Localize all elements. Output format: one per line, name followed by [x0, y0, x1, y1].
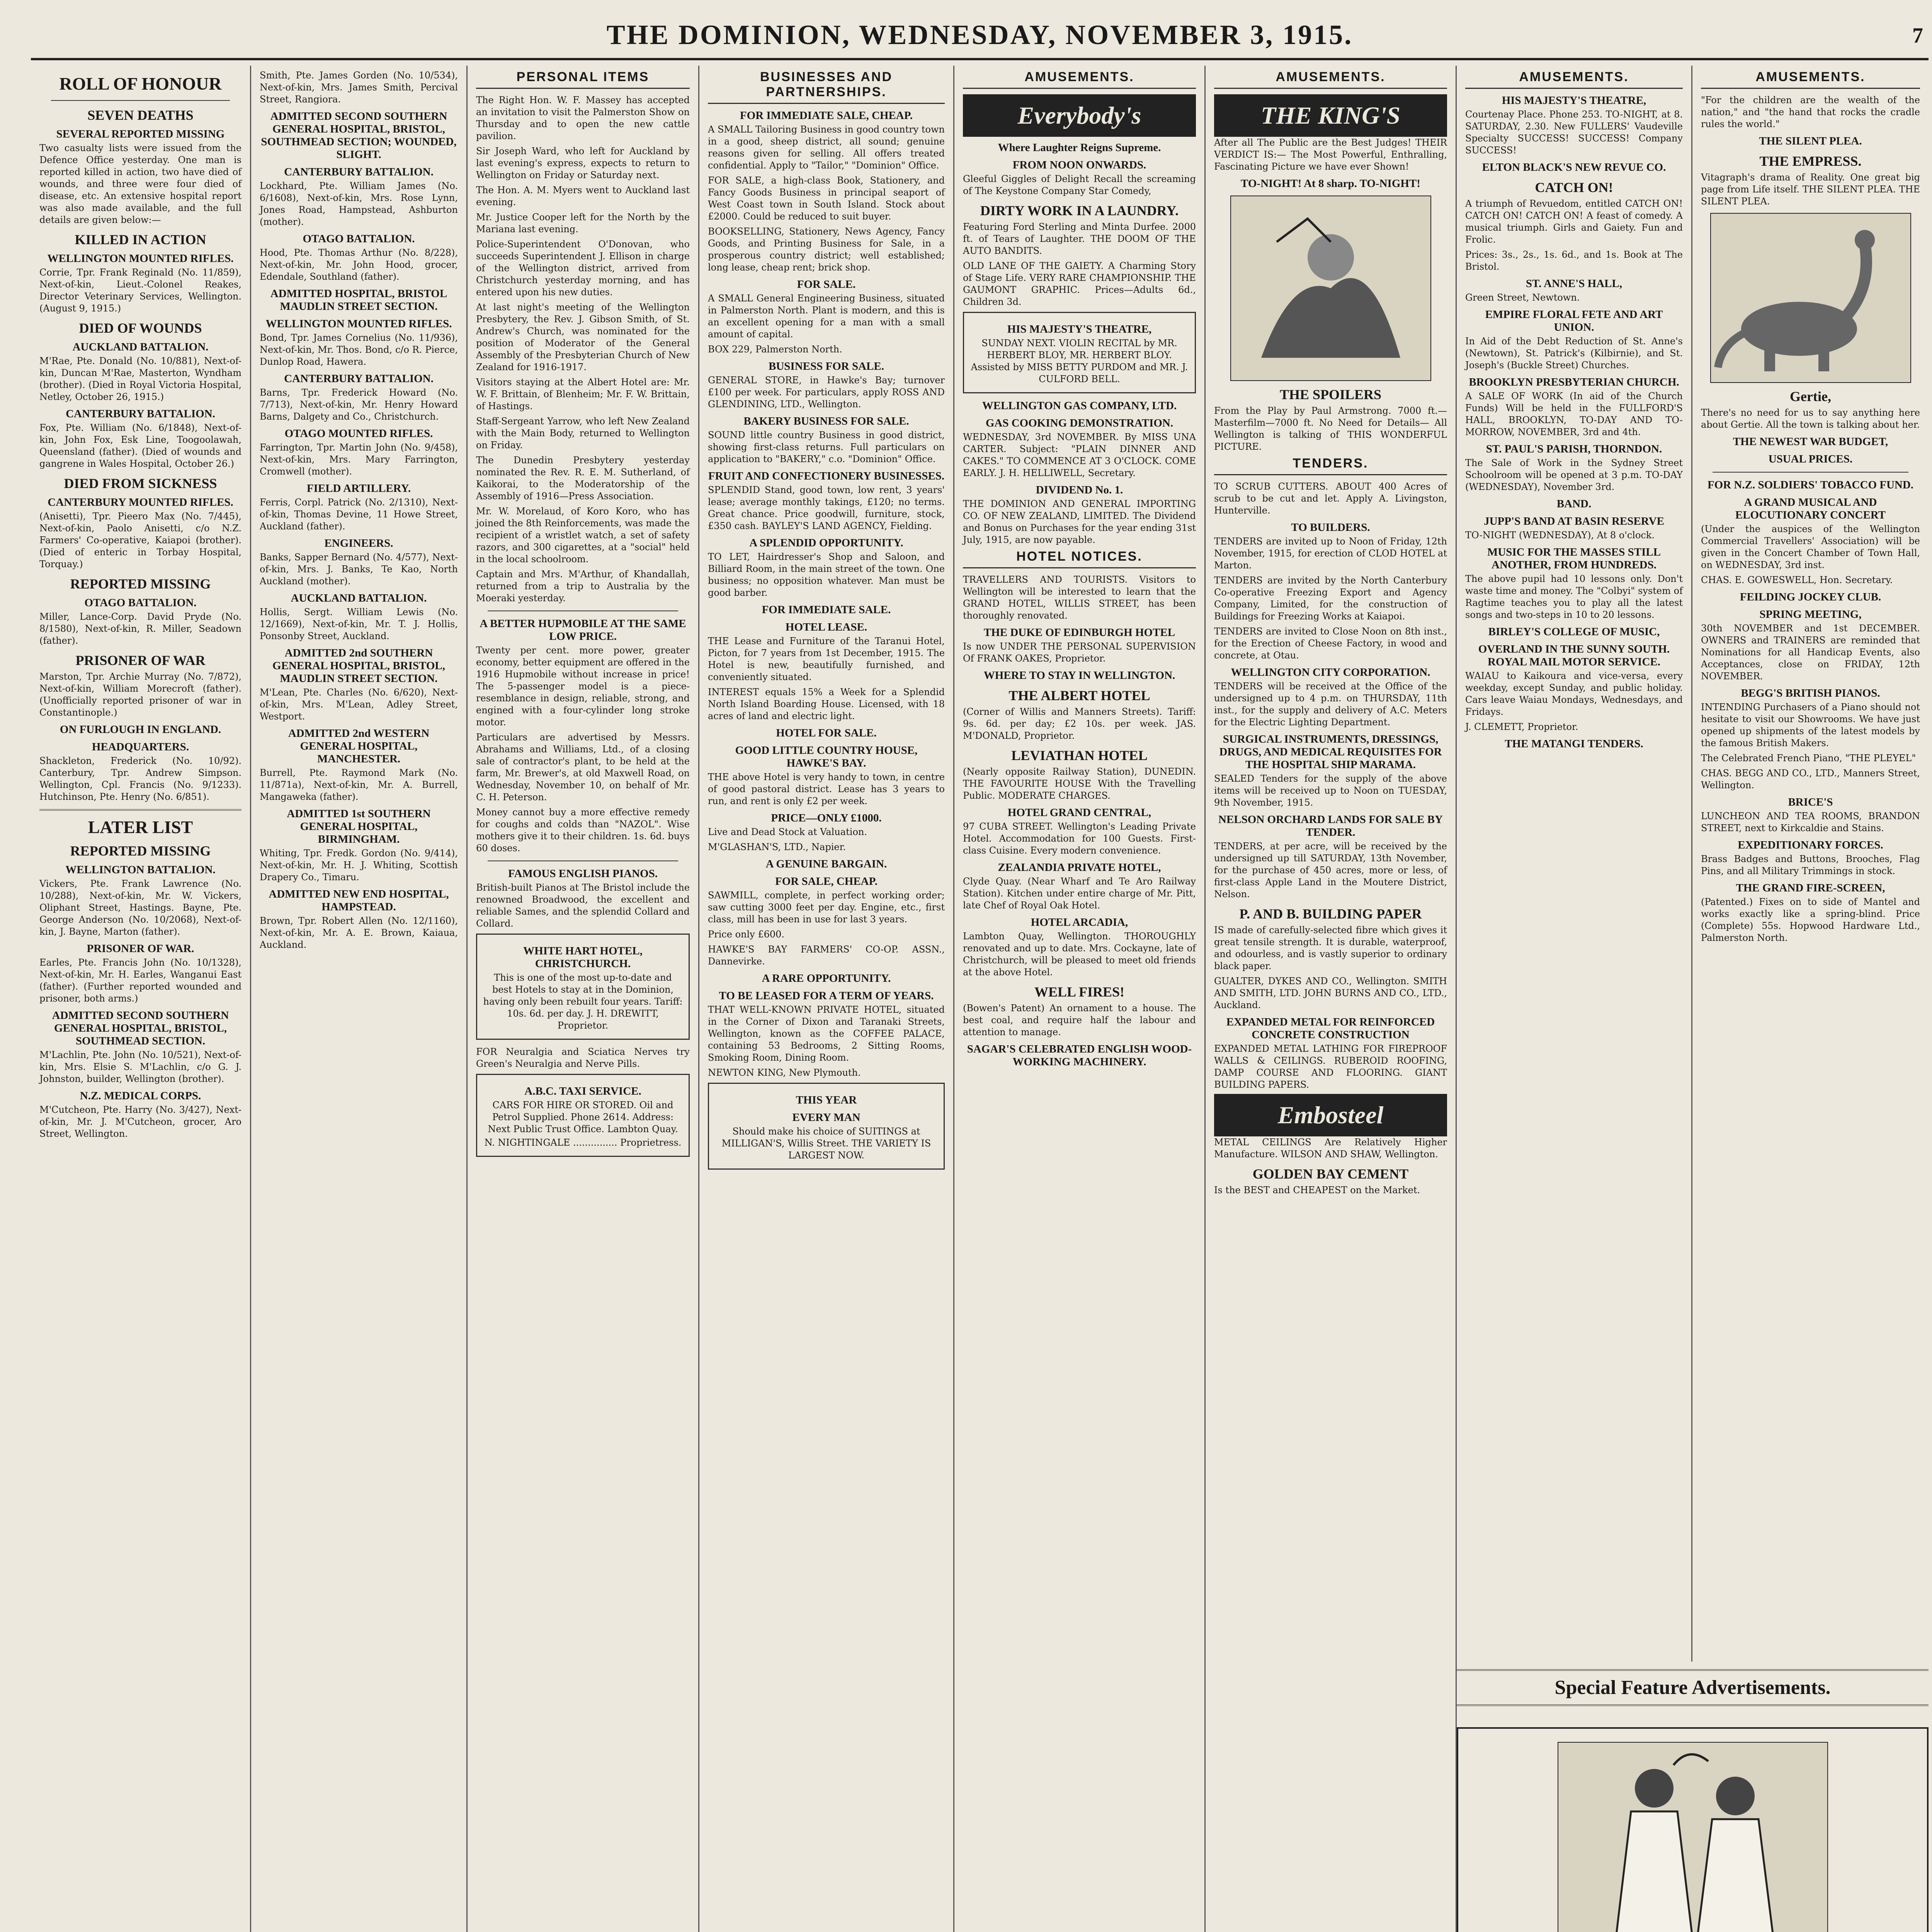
casualty-entry: Barns, Tpr. Frederick Howard (No. 7/713), Next-of-kin, Mr. Henry Howard Barns, Dalgety and Co., Christchurch. — [260, 387, 458, 422]
killed-heading: KILLED IN ACTION — [75, 232, 206, 247]
taxi-text: CARS FOR HIRE OR STORED. Oil and Petrol Supplied. Phone 2614. Address: Next Public Trust Office. Lambton Quay. — [488, 1100, 678, 1134]
ad-heading: WHERE TO STAY IN WELLINGTON. — [983, 669, 1175, 682]
amusement-ad: The above pupil had 10 lessons only. Don't waste time and money. The "Colbyi" system of Ragtime teaches you to play all the latest songs and two-steps in 10 to 20 lessons. — [1465, 573, 1683, 620]
ad-heading: HOTEL LEASE. — [785, 621, 867, 633]
everybodys-logo: Everybody's — [963, 94, 1196, 137]
column-amusements-4 — [1692, 66, 1929, 1662]
amusement-ad: From the Play by Paul Armstrong. 7000 ft.—Masterfilm—7000 ft. No Need for Details— All Wellington is talking of THIS WONDERFUL PICTURE. — [1214, 405, 1447, 452]
amusements-heading: AMUSEMENTS. — [1465, 70, 1683, 89]
ad-heading: WELLINGTON CITY CORPORATION. — [1231, 666, 1430, 679]
unit-heading: HEADQUARTERS. — [92, 741, 189, 753]
unit-heading: OTAGO BATTALION. — [303, 233, 415, 245]
ad-heading: A GRAND MUSICAL AND ELOCUTIONARY CONCERT — [1735, 496, 1886, 521]
amusement-ad: Prices: 3s., 2s., 1s. 6d., and 1s. Book at The Bristol. — [1465, 249, 1683, 272]
ad-heading: ZEALANDIA PRIVATE HOTEL, — [998, 861, 1161, 874]
unit-heading: AUCKLAND BATTALION. — [72, 341, 209, 353]
pianos-heading: FAMOUS ENGLISH PIANOS. — [508, 867, 658, 880]
amusement-ad: Green Street, Newtown. — [1465, 292, 1580, 303]
ad-heading: ST. ANNE'S HALL, — [1526, 277, 1622, 290]
column-businesses — [699, 66, 954, 1932]
prisoner-heading: PRISONER OF WAR — [75, 653, 206, 668]
ad-heading: BROOKLYN PRESBYTERIAN CHURCH. — [1469, 376, 1679, 388]
roll-intro: Two casualty lists were issued from the Defence Office yesterday. One man is reported killed in action, two have died of wounds, and three were four died of disease, etc. An extensive hospital report was also made available, and the full details are given below:— — [39, 143, 242, 225]
amusement-ad: TO-NIGHT (WEDNESDAY), At 8 o'clock. — [1465, 530, 1655, 541]
ad-heading: BIRLEY'S COLLEGE OF MUSIC, — [1488, 626, 1660, 638]
ad-heading: Where Laughter Reigns Supreme. — [998, 141, 1161, 154]
hotel-ad: Is now UNDER THE PERSONAL SUPERVISION Of FRANK OAKES, Proprietor. — [963, 641, 1196, 664]
ad-heading: THE EMPRESS. — [1759, 153, 1862, 169]
ad-heading: JUPP'S BAND AT BASIN RESERVE — [1484, 515, 1664, 527]
casualty-entry: Hood, Pte. Thomas Arthur (No. 8/228), Next-of-kin, Mr. John Hood, grocer, Edendale, Southland (father). — [260, 247, 458, 282]
unit-heading: OTAGO BATTALION. — [84, 597, 197, 609]
unit-heading: ENGINEERS. — [324, 537, 393, 549]
ad-heading: SAGAR'S CELEBRATED ENGLISH WOOD-WORKING MACHINERY. — [967, 1043, 1192, 1068]
hotel-ad: 97 CUBA STREET. Wellington's Leading Private Hotel. Accommodation for 100 Guests. First-class Cuisine. Every modern convenience. — [963, 821, 1196, 856]
tender-ad: SEALED Tenders for the supply of the above items will be received up to Noon on TUESDAY, 9th November, 1915. — [1214, 773, 1447, 808]
news-paragraph: Mr. W. Morelaud, of Koro Koro, who has joined the 8th Reinforcements, was made the recipient of a wristlet watch, a set of safety razors, and 300 cigarettes, at a "social" held in the local schoolroom. — [476, 506, 690, 565]
tender-ad: EXPANDED METAL LATHING FOR FIREPROOF WALLS & CEILINGS. RUBEROID ROOFING, DAMP COURSE AND FLOORING. GIANT BUILDING PAPERS. — [1214, 1043, 1447, 1090]
hospital-heading: ADMITTED SECOND SOUTHERN GENERAL HOSPITAL, BRISTOL, SOUTHMEAD SECTION; WOUNDED, SLIGHT. — [261, 110, 457, 161]
news-paragraph: At last night's meeting of the Wellington Presbytery, the Rev. J. Gibson Smith, of St. Andrew's Church, was nominated for the position of Moderator of the General Assembly of the Presbyterian Church of New Zealand for 1916-1917. — [476, 302, 690, 372]
amusement-ad: After all The Public are the Best Judges! THEIR VERDICT IS:— The Most Powerful, Enthralling, Fascinating Picture we have ever Shown! — [1214, 137, 1447, 172]
film-title: DIRTY WORK IN A LAUNDRY. — [980, 203, 1179, 218]
amusement-ad: "For the children are the wealth of the nation," and "the hand that rocks the cradle rules the world." — [1701, 95, 1920, 129]
amusement-ad: CHAS. E. GOWESWELL, Hon. Secretary. — [1701, 575, 1893, 585]
classified-ad: Live and Dead Stock at Valuation. — [708, 827, 867, 837]
ad-heading: BRICE'S — [1788, 796, 1833, 808]
amusement-ad: THE DOMINION AND GENERAL IMPORTING CO. OF NEW ZEALAND, LIMITED. The Dividend and Bonus on Purchases for the year ending 31st July, 1915, are now payable. — [963, 498, 1196, 545]
unit-heading: OTAGO MOUNTED RIFLES. — [284, 427, 433, 440]
hotel-notices-heading: HOTEL NOTICES. — [963, 549, 1196, 568]
classified-ad: BOOKSELLING, Stationery, News Agency, Fancy Goods, and Printing Business for Sale, in a prosperous country district; well established; long lease, cheap rent; brick shop. — [708, 226, 945, 273]
milligan-ad — [708, 1083, 945, 1170]
tender-ad: TENDERS are invited by the North Canterbury Co-operative Freezing Export and Agency Company, Limited, for the construction of Buildings for Freezing Works at Kaiapoi. — [1214, 575, 1447, 622]
ladies-fashion-illustration-icon — [1558, 1742, 1828, 1932]
casualty-entry: M'Lachlin, Pte. John (No. 10/521), Next-of-kin, Mrs. Elsie S. M'Lachlin, c/o G. J. Johnston, builder, Wellington (brother). — [39, 1049, 242, 1084]
unit-heading: FIELD ARTILLERY. — [306, 482, 411, 495]
page-number: 7 — [1912, 24, 1925, 48]
amusement-ad: (Under the auspices of the Wellington Commercial Travellers' Association) will be given in the Concert Chamber of Town Hall, on WEDNESDAY, 3rd inst. — [1701, 524, 1920, 570]
tender-ad: TENDERS will be received at the Office of the undersigned up to 4 p.m. on THURSDAY, 11th inst., for the supply and delivery of A.C. Meters for the Electric Lighting Department. — [1214, 681, 1447, 728]
casualty-entry: Vickers, Pte. Frank Lawrence (No. 10/288), Next-of-kin, Mr. W. Vickers, Oliphant Street, Hastings. Bayne, Pte. George Anderson (No. 10/2068), Next-of-kin, J. Bayne, Marton (father). — [39, 878, 242, 937]
ad-heading: BAND. — [1556, 498, 1592, 510]
ad-heading: THE NEWEST WAR BUDGET, — [1733, 435, 1888, 448]
unit-heading: WELLINGTON BATTALION. — [65, 864, 216, 876]
news-paragraph: Captain and Mrs. M'Arthur, of Khandallah, returned from a trip to Australia by the Moeraki yesterday. — [476, 569, 690, 604]
ad-heading: LEVIATHAN HOTEL — [1011, 748, 1148, 763]
hospital-heading: ADMITTED HOSPITAL, BRISTOL MAUDLIN STREET SECTION. — [270, 287, 447, 313]
masthead-title: THE DOMINION, WEDNESDAY, NOVEMBER 3, 1915. — [606, 19, 1353, 50]
amusement-ad: Brass Badges and Buttons, Brooches, Flag Pins, and all Military Trimmings in stock. — [1701, 854, 1920, 876]
seven-deaths-heading: SEVEN DEATHS — [87, 107, 194, 123]
unit-heading: AUCKLAND BATTALION. — [291, 592, 427, 604]
ad-heading: EXPEDITIONARY FORCES. — [1738, 839, 1883, 851]
ad-heading: THE MATANGI TENDERS. — [1505, 738, 1643, 750]
news-paragraph: Twenty per cent. more power, greater economy, better equipment are offered in the 1916 Hupmobile without increase in price! The 5-passenger model is a piece-resemblance in design, reliable, strong, and engined with a four-cylinder long stroke motor. — [476, 645, 690, 728]
unit-heading: CANTERBURY BATTALION. — [284, 166, 434, 178]
casualty-entry: Banks, Sapper Bernard (No. 4/577), Next-of-kin, Mrs. J. Banks, Te Kao, North Auckland (mother). — [260, 552, 458, 587]
casualty-entry: (Anisetti), Tpr. Pieero Max (No. 7/445), Next-of-kin, Paolo Anisetti, c/o N.Z. Farmers' Co-operative, Kaiapoi (brother). (Died of enteric in Torbay Hospital, Torquay.) — [39, 511, 242, 570]
ad-heading: GOLDEN BAY CEMENT — [1252, 1166, 1409, 1182]
furlough-heading: ON FURLOUGH IN ENGLAND. — [60, 723, 221, 736]
ad-heading: TO BUILDERS. — [1291, 521, 1370, 534]
ad-heading: A SPLENDID OPPORTUNITY. — [749, 537, 903, 549]
column-personal-items — [468, 66, 699, 1932]
ad-heading: THE GRAND FIRE-SCREEN, — [1736, 882, 1885, 894]
hotel-ad: Clyde Quay. (Near Wharf and Te Aro Railway Station). Kitchen under entire charge of Mr. Pitt, late Chef of Royal Oak Hotel. — [963, 876, 1196, 911]
taxi-ad — [476, 1074, 690, 1157]
news-paragraph: The Hon. A. M. Myers went to Auckland last evening. — [476, 185, 690, 207]
white-hart-title: WHITE HART HOTEL, CHRISTCHURCH. — [523, 945, 643, 970]
classified-ad: THE Lease and Furniture of the Taranui Hotel, Picton, for 7 years from 1st December, 1915. The Hotel is new, beautifully furnished, and conveniently situated. — [708, 636, 945, 682]
tenders-heading: TENDERS. — [1214, 456, 1447, 475]
amusement-ad: In Aid of the Debt Reduction of St. Anne's (Newtown), St. Patrick's (Kilbirnie), and St. Joseph's (Buckle Street) Churches. — [1465, 336, 1683, 371]
ad-heading: TO BE LEASED FOR A TERM OF YEARS. — [719, 990, 934, 1002]
several-missing-heading: SEVERAL REPORTED MISSING — [56, 128, 225, 140]
classified-ad: SOUND little country Business in good district, showing first-class returns. Full particulars on application to "BAKERY," c.o. "Dominion" Office. — [708, 430, 945, 464]
ad-heading: GOOD LITTLE COUNTRY HOUSE, HAWKE'S BAY. — [735, 744, 918, 769]
casualty-entry: Miller, Lance-Corp. David Pryde (No. 8/1580), Next-of-kin, R. Miller, Seadown (father). — [39, 611, 242, 646]
white-hart-ad — [476, 934, 690, 1040]
ad-heading: WELL FIRES! — [1034, 984, 1125, 1000]
tender-ad: IS made of carefully-selected fibre which gives it great tensile strength. It is durable, waterproof, and odourless, and is vastly superior to ordinary black paper. — [1214, 925, 1447, 971]
classified-ad: M'GLASHAN'S, LTD., Napier. — [708, 842, 846, 852]
column-roll-of-honour — [31, 66, 251, 1932]
news-paragraph: The Right Hon. W. F. Massey has accepted an invitation to visit the Palmerston Show on Thursday and to open the new cattle pavilion. — [476, 95, 690, 141]
hotel-ad: (Corner of Willis and Manners Streets). Tariff: 9s. 6d. per day; £2 10s. per week. JAS. M'DONALD, Proprietor. — [963, 706, 1196, 741]
hospital-heading: ADMITTED 1st SOUTHERN GENERAL HOSPITAL, BIRMINGHAM. — [287, 808, 431, 845]
amusement-ad: INTENDING Purchasers of a Piano should not hesitate to visit our Showrooms. We have just opened up shipments of the latest models by the famous British Makers. — [1701, 702, 1920, 748]
classified-ad: A SMALL General Engineering Business, situated in Palmerston North. Plant is modern, and this is an excellent opening for a man with a small amount of capital. — [708, 293, 945, 340]
ad-heading: FRUIT AND CONFECTIONERY BUSINESSES. — [708, 470, 945, 482]
amusement-ad: Courtenay Place. Phone 253. TO-NIGHT, at 8. SATURDAY, 2.30. New FULLERS' Vaudeville Specialty SUCCESS! SUCCESS! Company SUCCESS! — [1465, 109, 1683, 156]
casualty-entry: Ferris, Corpl. Patrick (No. 2/1310), Next-of-kin, Thomas Devine, 11 Howe Street, Auckland (father). — [260, 497, 458, 532]
unit-heading: WELLINGTON MOUNTED RIFLES. — [265, 318, 452, 330]
reported-missing-heading: REPORTED MISSING — [70, 843, 211, 859]
reported-missing-heading: REPORTED MISSING — [70, 576, 211, 592]
amusement-ad: There's no need for us to say anything here about Gertie. All the town is talking about her. — [1701, 407, 1920, 430]
hotel-ad: (Bowen's Patent) An ornament to a house. The best coal, and require half the labour and attention to manage. — [963, 1003, 1196, 1037]
casualty-entry: Bond, Tpr. James Cornelius (No. 11/936), Next-of-kin, Mr. Thos. Bond, c/o R. Pierce, Dunlop Road, Hawera. — [260, 332, 458, 367]
classified-ad: SAWMILL, complete, in perfect working order; saw cutting 3000 feet per day. Engine, etc., first class, mill has been in use for last 3 years. — [708, 890, 945, 925]
casualty-entry: Smith, Pte. James Gorden (No. 10/534), Next-of-kin, Mrs. James Smith, Percival Street, Rangiora. — [260, 70, 458, 105]
roll-of-honour-heading: ROLL OF HONOUR — [59, 74, 222, 94]
casualty-entry: Marston, Tpr. Archie Murray (No. 7/872), Next-of-kin, William Morecroft (father). (Unofficially reported prisoner of war in Constantinople.) — [39, 671, 242, 718]
ad-heading: A RARE OPPORTUNITY. — [762, 972, 891, 985]
amusement-ad: Vitagraph's drama of Reality. One great big page from Life itself. THE SILENT PLEA. THE SILENT PLEA. — [1701, 172, 1920, 207]
gertie-dinosaur-illustration-icon — [1710, 213, 1911, 383]
tender-ad: Is the BEST and CHEAPEST on the Market. — [1214, 1185, 1420, 1196]
ad-heading: CATCH ON! — [1535, 180, 1613, 195]
ad-heading: NELSON ORCHARD LANDS FOR SALE BY TENDER. — [1218, 813, 1443, 838]
amusement-ad: OLD LANE OF THE GAIETY. A Charming Story of Stage Life. VERY RARE CHAMPIONSHIP. THE GAUMONT GRAPHIC. Prices—Adults 6d., Children 3d. — [963, 260, 1196, 307]
ad-heading: HIS MAJESTY'S THEATRE, — [1007, 323, 1152, 335]
casualty-entry: M'Lean, Pte. Charles (No. 6/620), Next-of-kin, Mrs. M'Lean, Adley Street, Westport. — [260, 687, 458, 722]
ad-heading: FOR SALE, CHEAP. — [775, 875, 878, 888]
casualty-entry: Fox, Pte. William (No. 6/1848), Next-of-kin, John Fox, Esk Line, Toogoolawah, Queensland (father). (Died of wounds and gangrene in Wales Hospital, October 26.) — [39, 422, 242, 469]
ad-heading: HOTEL GRAND CENTRAL, — [1007, 806, 1151, 819]
ad-heading: FOR IMMEDIATE SALE, CHEAP. — [740, 109, 913, 122]
prisoner-heading: PRISONER OF WAR. — [87, 942, 194, 955]
embosteel-logo: Embosteel — [1214, 1094, 1447, 1136]
classified-ad: A SMALL Tailoring Business in good country town in a good, sheep district, all sound; genuine reasons given for selling. All offers treated confidential. Apply to "Tailor," "Dominion" Office. — [708, 124, 945, 171]
spoilers-illustration-icon — [1230, 196, 1431, 381]
hotel-ad: (Nearly opposite Railway Station), DUNEDIN. THE FAVOURITE HOUSE With the Travelling Public. MODERATE CHARGES. — [963, 766, 1196, 801]
amusement-ad: A SALE OF WORK (In aid of the Church Funds) Will be held in the FULLFORD'S HALL, BROOKLYN, TO-DAY AND TO-MORROW, NOVEMBER, 3rd and 4th. — [1465, 391, 1683, 437]
news-paragraph: Particulars are advertised by Messrs. Abrahams and Williams, Ltd., of a closing sale of contractor's plant, to be held at the farm, Mr. Brewer's, at old Maxwell Road, on Wednesday, November 10, on behalf of Mr. C. H. Peterson. — [476, 732, 690, 803]
ad-heading: EXPANDED METAL FOR REINFORCED CONCRETE CONSTRUCTION — [1226, 1016, 1435, 1041]
ad-heading: GAS COOKING DEMONSTRATION. — [985, 417, 1173, 429]
hospital-heading: ADMITTED 2nd SOUTHERN GENERAL HOSPITAL, BRISTOL, MAUDLIN STREET SECTION. — [272, 647, 445, 685]
amusement-ad: The Sale of Work in the Sydney Street Schoolroom will be opened at 3 p.m. TO-DAY (WEDNESDAY), November 3rd. — [1465, 457, 1683, 492]
news-paragraph: Police-Superintendent O'Donovan, who succeeds Superintendent J. Ellison in charge of the Wellington district, arrived from Christchurch yesterday morning, and has entered upon his new duties. — [476, 239, 690, 298]
ad-heading: HIS MAJESTY'S THEATRE, — [1502, 94, 1646, 107]
ad-price: PRICE—ONLY £1000. — [771, 812, 882, 824]
classified-ad: TO LET, Hairdresser's Shop and Saloon, and Billiard Room, in the main street of the town. One business; no opposition whatever. Man must be good barber. — [708, 551, 945, 598]
ad-heading: THE SILENT PLEA. — [1759, 135, 1862, 147]
news-paragraph: Sir Joseph Ward, who left for Auckland by last evening's express, expects to return to Wellington on Friday or Saturday next. — [476, 146, 690, 180]
ad-heading: FROM NOON ONWARDS. — [1012, 159, 1146, 171]
ad-heading: HOTEL ARCADIA, — [1031, 916, 1128, 929]
amusement-ad: A triumph of Revuedom, entitled CATCH ON! CATCH ON! CATCH ON! A feast of comedy. A musical triumph. Girls and Gaiety. Fun and Frolic. — [1465, 198, 1683, 245]
amusement-ad: The Celebrated French Piano, "THE PLEYEL" — [1701, 753, 1916, 764]
ad-heading: OVERLAND IN THE SUNNY SOUTH. ROYAL MAIL MOTOR SERVICE. — [1478, 643, 1670, 668]
ad-heading: THE DUKE OF EDINBURGH HOTEL — [983, 626, 1175, 639]
later-list-heading: LATER LIST — [88, 817, 193, 837]
classified-ad: THAT WELL-KNOWN PRIVATE HOTEL, situated in the Corner of Dixon and Taranaki Streets, Wellington, known as the COFFEE PALACE, containing 53 Bedrooms, 2 Sitting Rooms, Smoking Room, Dining Room. — [708, 1004, 945, 1063]
casualty-entry: Corrie, Tpr. Frank Reginald (No. 11/859), Next-of-kin, Lieut.-Colonel Reakes, Director Veterinary Services, Wellington. (August 9, 1915.) — [39, 267, 242, 314]
ad-heading: P. AND B. BUILDING PAPER — [1239, 906, 1422, 922]
classified-ad: THE above Hotel is very handy to town, in centre of good pastoral district. Lease has 3 years to run, and rent is only £2 per week. — [708, 772, 945, 806]
died-sickness-heading: DIED FROM SICKNESS — [64, 476, 217, 491]
column-amusements-1 — [954, 66, 1206, 1932]
milligan-line2: EVERY MAN — [792, 1111, 861, 1124]
news-paragraph: The Dunedin Presbytery yesterday nominated the Rev. R. E. M. Sutherland, of Kaikorai, to the Moderatorship of the Assembly of 1916—Press Association. — [476, 455, 690, 502]
casualty-entry: Whiting, Tpr. Fredk. Gordon (No. 9/414), Next-of-kin, Mr. H. J. Whiting, Scottish Drapery Co., Timaru. — [260, 848, 458, 883]
news-paragraph: Visitors staying at the Albert Hotel are: Mr. W. F. Brittain, of Blenheim; Mr. F. W. Brittain, of Hastings. — [476, 377, 690, 412]
ad-heading: THE ALBERT HOTEL — [1009, 688, 1150, 703]
ad-text: SUNDAY NEXT. VIOLIN RECITAL by MR. HERBERT BLOY, MR. HERBERT BLOY. Assisted by MISS BETTY PURDOM and MR. J. CULFORD BELL. — [971, 338, 1188, 384]
classified-ad: BOX 229, Palmerston North. — [708, 344, 842, 355]
kings-logo: THE KING'S — [1214, 94, 1447, 137]
tender-ad: TENDERS are invited up to Noon of Friday, 12th November, 1915, for erection of CLOD HOTEL at Marton. — [1214, 536, 1447, 571]
amusements-heading: AMUSEMENTS. — [1214, 70, 1447, 89]
classified-ad: NEWTON KING, New Plymouth. — [708, 1067, 861, 1078]
news-paragraph: Staff-Sergeant Yarrow, who left New Zealand with the Main Body, returned to Wellington on Friday. — [476, 416, 690, 451]
news-paragraph: British-built Pianos at The Bristol include the renowned Broadwood, the excellent and reliable Sames, and the splendid Collard and Collard. — [476, 882, 690, 929]
casualty-entry: Brown, Tpr. Robert Allen (No. 12/1160), Next-of-kin, Mr. A. E. Brown, Kaiaua, Auckland. — [260, 915, 458, 950]
died-wounds-heading: DIED OF WOUNDS — [79, 320, 202, 336]
ad-heading: FEILDING JOCKEY CLUB. — [1740, 591, 1881, 603]
ad-heading: FOR N.Z. SOLDIERS' TOBACCO FUND. — [1707, 479, 1914, 491]
hotel-ad: TRAVELLERS AND TOURISTS. Visitors to Wellington will be interested to learn that the GRAND HOTEL, WILLIS STREET, has been thoroughly renovated. — [963, 574, 1196, 621]
amusement-ad: WEDNESDAY, 3rd NOVEMBER. By MISS UNA CARTER. Subject: "PLAIN DINNER AND CAKES." TO COMMENCE AT 3 O'CLOCK. COME EARLY. J. H. HELLIWELL, Secretary. — [963, 432, 1196, 478]
milligan-line1: THIS YEAR — [796, 1094, 857, 1106]
amusement-ad: CHAS. BEGG AND CO., LTD., Manners Street, Wellington. — [1701, 768, 1920, 791]
casualty-entry: M'Cutcheon, Pte. Harry (No. 3/427), Next-of-kin, Mr. J. M'Cutcheon, grocer, Aro Street, Wellington. — [39, 1104, 242, 1139]
amusement-ad: (Patented.) Fixes on to side of Mantel and works exactly like a spring-blind. Price (Complete) 55s. Hopwood Hardware Ltd., Palmerston North. — [1701, 896, 1920, 943]
special-feature-heading: Special Feature Advertisements. — [1457, 1669, 1929, 1706]
classified-ad: GENERAL STORE, in Hawke's Bay; turnover £100 per week. For particulars, apply ROSS AND GLENDINING, LTD., Wellington. — [708, 375, 945, 410]
personal-items-heading: PERSONAL ITEMS — [476, 70, 690, 89]
ad-heading: SPRING MEETING, — [1759, 608, 1862, 621]
ad-heading: SURGICAL INSTRUMENTS, DRESSINGS, DRUGS, AND MEDICAL REQUISITES FOR THE HOSPITAL SHIP MARAMA. — [1219, 733, 1442, 771]
classified-ad: SPLENDID Stand, good town, low rent, 3 years' lease; average monthly takings, £120; no terms. Great chance. Price goodwill, furniture, stock, £350 cash. BAYLEY'S LAND AGENCY, Fielding. — [708, 485, 945, 531]
unit-heading: N.Z. MEDICAL CORPS. — [80, 1090, 201, 1102]
news-paragraph: Money cannot buy a more effective remedy for coughs and colds than "NAZOL". Wise mothers give it to their children. 1s. 6d. buys 60 doses. — [476, 807, 690, 854]
violin-recital-ad — [963, 312, 1196, 393]
amusements-heading: AMUSEMENTS. — [963, 70, 1196, 89]
casualty-entry: Earles, Pte. Francis John (No. 10/1328), Next-of-kin, Mr. H. Earles, Wanganui East (father). (Further reported wounded and prisoner, both arms.) — [39, 957, 242, 1004]
neuralgia-ad: FOR Neuralgia and Sciatica Nerves try Green's Neuralgia and Nerve Pills. — [476, 1046, 690, 1069]
ad-heading: Gertie, — [1790, 389, 1831, 404]
amusement-ad: Featuring Ford Sterling and Minta Durfee. 2000 ft. of Tears of Laughter. THE DOOM OF THE AUTO BANDITS. — [963, 221, 1196, 256]
ad-heading: USUAL PRICES. — [1768, 453, 1853, 465]
film-title: THE SPOILERS — [1279, 387, 1382, 402]
white-hart-text: This is one of the most up-to-date and best Hotels to stay at in the Dominion, having only been rebuilt four years. Tariff: 10s. 6d. per day. J. H. DREWITT, Proprietor. — [483, 972, 683, 1031]
classified-ad: Price only £600. — [708, 929, 785, 940]
casualty-entry: Lockhard, Pte. William James (No. 6/1608), Next-of-kin, Mrs. Rose Lynn, Jones Road, Hampstead, Ashburton (mother). — [260, 180, 458, 227]
tender-ad: TO SCRUB CUTTERS. ABOUT 400 Acres of scrub to be cut and let. Apply A. Livingston, Hunterville. — [1214, 481, 1447, 516]
hotel-ad: Lambton Quay, Wellington. THOROUGHLY renovated and up to date. Mrs. Cockayne, late of Christchurch, will be pleased to meet old friends at the above Hotel. — [963, 931, 1196, 978]
amusement-ad: LUNCHEON AND TEA ROOMS, BRANDON STREET, next to Kirkcaldie and Stains. — [1701, 811, 1920, 833]
patricks-windows-ad — [1457, 1727, 1929, 1932]
ad-heading: DIVIDEND No. 1. — [1036, 484, 1123, 496]
ad-heading: EMPIRE FLORAL FETE AND ART UNION. — [1485, 308, 1663, 333]
ad-heading: WELLINGTON GAS COMPANY, LTD. — [982, 400, 1177, 412]
column-amusements-2 — [1206, 66, 1457, 1932]
hospital-heading: ADMITTED NEW END HOSPITAL, HAMPSTEAD. — [269, 888, 449, 913]
amusement-ad: 30th NOVEMBER and 1st DECEMBER. OWNERS and TRAINERS are reminded that Nominations for all Handicap Events, also Acceptances, close on FRIDAY, 12th NOVEMBER. — [1701, 623, 1920, 682]
unit-heading: CANTERBURY BATTALION. — [66, 408, 215, 420]
casualty-entry: Hollis, Sergt. William Lewis (No. 12/1669), Next-of-kin, Mr. T. J. Hollis, Ponsonby Street, Auckland. — [260, 607, 458, 641]
ad-heading: A GENUINE BARGAIN. — [765, 858, 887, 870]
casualty-entry: Burrell, Pte. Raymond Mark (No. 11/871a), Next-of-kin, Mr. A. Burrell, Mangaweka (father). — [260, 767, 458, 802]
casualty-entry: Shackleton, Frederick (No. 10/92). Canterbury, Tpr. Andrew Simpson. Wellington, Cpl. Francis (No. 9/1233). Hutchinson, Pte. Henry (No. 6/851). — [39, 755, 242, 802]
ad-heading: FOR SALE. — [797, 278, 856, 291]
ad-heading: BAKERY BUSINESS FOR SALE. — [743, 415, 909, 427]
classified-ad: HAWKE'S BAY FARMERS' CO-OP. ASSN., Dannevirke. — [708, 944, 945, 967]
taxi-title: A.B.C. TAXI SERVICE. — [524, 1085, 641, 1097]
hospital-heading: ADMITTED SECOND SOUTHERN GENERAL HOSPITAL, BRISTOL, SOUTHMEAD SECTION. — [52, 1009, 229, 1047]
amusements-heading: AMUSEMENTS. — [1701, 70, 1920, 89]
ad-heading: ELTON BLACK'S NEW REVUE CO. — [1482, 161, 1666, 173]
amusement-ad: J. CLEMETT, Proprietor. — [1465, 721, 1578, 732]
tender-ad: TENDERS are invited to Close Noon on 8th inst., for the Erection of Cheese Factory, in wood and concrete, at Otau. — [1214, 626, 1447, 661]
amusement-ad: Gleeful Giggles of Delight Recall the screaming of The Keystone Company Star Comedy, — [963, 173, 1196, 196]
unit-heading: WELLINGTON MOUNTED RIFLES. — [47, 252, 234, 265]
taxi-proprietor: N. NIGHTINGALE ............... Proprietress. — [484, 1137, 682, 1148]
hospital-heading: ADMITTED 2nd WESTERN GENERAL HOSPITAL, MANCHESTER. — [288, 727, 430, 765]
news-paragraph: Mr. Justice Cooper left for the North by the Mariana last evening. — [476, 212, 690, 235]
classified-ad: FOR SALE, a high-class Book, Stationery, and Fancy Goods Business in principal seaport of West Coast town in South Island. Stock about £2000. Could be reduced to suit buyer. — [708, 175, 945, 222]
unit-heading: CANTERBURY BATTALION. — [284, 372, 434, 385]
milligan-text: Should make his choice of SUITINGS at MILLIGAN'S, Willis Street. THE VARIETY IS LARGEST NOW. — [721, 1126, 931, 1161]
hupmobile-heading: A BETTER HUPMOBILE AT THE SAME LOW PRICE. — [480, 617, 686, 643]
unit-heading: CANTERBURY MOUNTED RIFLES. — [48, 496, 233, 509]
ad-heading: TO-NIGHT! At 8 sharp. TO-NIGHT! — [1241, 177, 1420, 190]
ad-heading: FOR IMMEDIATE SALE. — [762, 604, 891, 616]
ad-heading: BEGG'S BRITISH PIANOS. — [1741, 687, 1880, 699]
ad-heading: MUSIC FOR THE MASSES STILL ANOTHER, FROM HUNDREDS. — [1487, 546, 1661, 571]
column-casualties-continued — [251, 66, 468, 1932]
amusement-ad: WAIAU to Kaikoura and vice-versa, every weekday, except Sunday, and public holiday. Cars leave Waiau Mondays, Wednesdays, and Fridays. — [1465, 670, 1683, 717]
masthead — [31, 12, 1929, 60]
ad-heading: HOTEL FOR SALE. — [776, 727, 877, 739]
ad-heading: ST. PAUL'S PARISH, THORNDON. — [1486, 443, 1662, 455]
tender-ad: TENDERS, at per acre, will be received by the undersigned up till SATURDAY, 13th November, for the purchase of 450 acres, more or less, of first-class Apple Land in the Moutere District, Nelson. — [1214, 841, 1447, 900]
column-amusements-3 — [1457, 66, 1692, 1662]
ad-heading: BUSINESS FOR SALE. — [769, 360, 884, 372]
tender-ad: GUALTER, DYKES AND CO., Wellington. SMITH AND SMITH, LTD. JOHN BURNS AND CO., LTD., Auckland. — [1214, 976, 1447, 1010]
businesses-heading: BUSINESSES AND PARTNERSHIPS. — [708, 70, 945, 104]
casualty-entry: M'Rae, Pte. Donald (No. 10/881), Next-of-kin, Duncan M'Rae, Masterton, Wyndham (brother). (Died in Royal Victoria Hospital, Netley, October 26, 1915.) — [39, 355, 242, 402]
classified-ad: INTEREST equals 15% a Week for a Splendid North Island Boarding House. Licensed, with 18 acres of land and electric light. — [708, 687, 945, 721]
tender-ad: METAL CEILINGS Are Relatively Higher Manufacture. WILSON AND SHAW, Wellington. — [1214, 1137, 1447, 1160]
casualty-entry: Farrington, Tpr. Martin John (No. 9/458), Next-of-kin, Mrs. Mary Farrington, Cromwell (mother). — [260, 442, 458, 477]
